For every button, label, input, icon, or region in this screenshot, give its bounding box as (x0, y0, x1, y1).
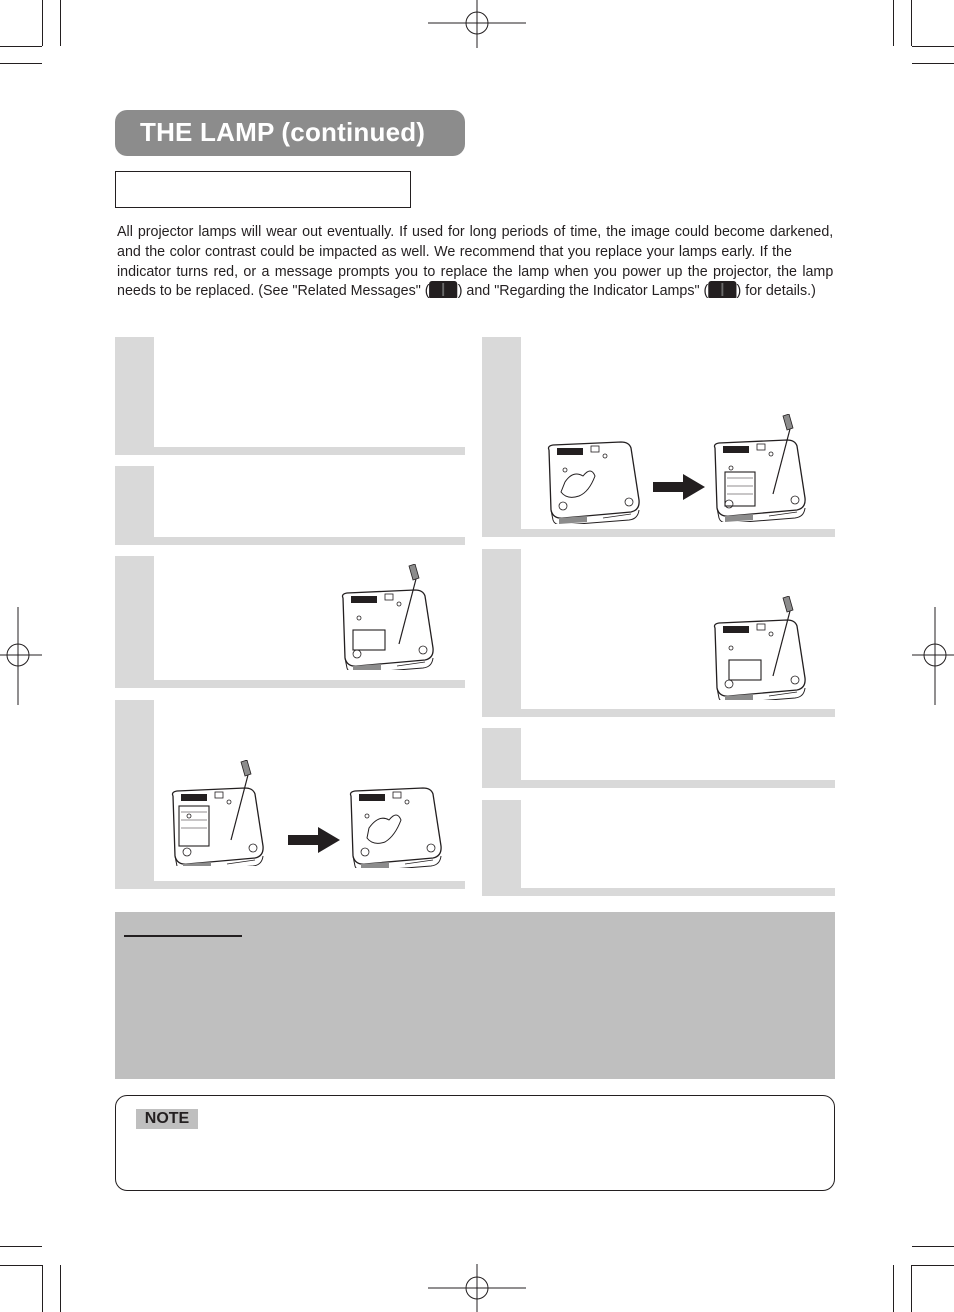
note-box (115, 1095, 835, 1191)
step-number-cell (482, 728, 521, 788)
step-block-7 (482, 728, 835, 788)
step-number-cell (482, 549, 521, 717)
step-divider (154, 537, 465, 545)
intro-paragraph (117, 222, 833, 301)
book-icon (708, 281, 736, 298)
projector-underside-screwdriver-illustration (335, 564, 440, 670)
projector-underside-hand-illustration (345, 780, 447, 868)
step-divider (521, 888, 835, 896)
step-number-cell (482, 337, 521, 537)
page-title: THE LAMP (continued) (140, 117, 426, 147)
intro-text-3: ) and "Regarding the Indicator Lamps" ( (457, 282, 709, 300)
step-number-cell (115, 700, 154, 889)
projector-underside-hand-illustration (543, 436, 645, 524)
registration-mark-bottom (428, 1264, 526, 1312)
step-number-cell (115, 337, 154, 455)
step-block-1 (115, 337, 465, 455)
registration-mark-left (0, 607, 42, 705)
intro-text-2: indicator turns red, or a message prompts you to replace the lamp when you power up the projector, the lamp needs to be replaced. (See "Related Messages" ( (117, 262, 834, 300)
step-divider (521, 780, 835, 788)
step-divider (154, 447, 465, 455)
caution-panel (115, 912, 835, 1079)
step-number-cell (482, 800, 521, 896)
note-label: NOTE (136, 1109, 198, 1129)
projector-underside-screwdriver-illustration (165, 760, 267, 866)
arrow-right-icon (288, 826, 342, 854)
step-divider (521, 709, 835, 717)
step-block-2 (115, 466, 465, 545)
caution-heading-underline (124, 935, 242, 937)
step-divider (154, 680, 465, 688)
intro-text-1: All projector lamps will wear out eventually. If used for long periods of time, the image could become darkened, and the color contrast could be impacted as well. We recommend that you replace your lamps early. If the (117, 223, 834, 260)
arrow-right-icon (653, 473, 707, 501)
step-number-cell (115, 556, 154, 688)
step-number-cell (115, 466, 154, 545)
projector-underside-screwdriver-illustration (707, 596, 809, 700)
page-title-banner (115, 110, 465, 156)
registration-mark-top (428, 0, 526, 48)
book-icon (430, 281, 458, 298)
step-divider (521, 529, 835, 537)
section-heading-box (115, 171, 411, 208)
projector-underside-screwdriver-illustration (707, 414, 809, 522)
step-divider (154, 881, 465, 889)
intro-text-4: ) for details.) (736, 282, 816, 300)
registration-mark-right (912, 607, 954, 705)
step-block-8 (482, 800, 835, 896)
